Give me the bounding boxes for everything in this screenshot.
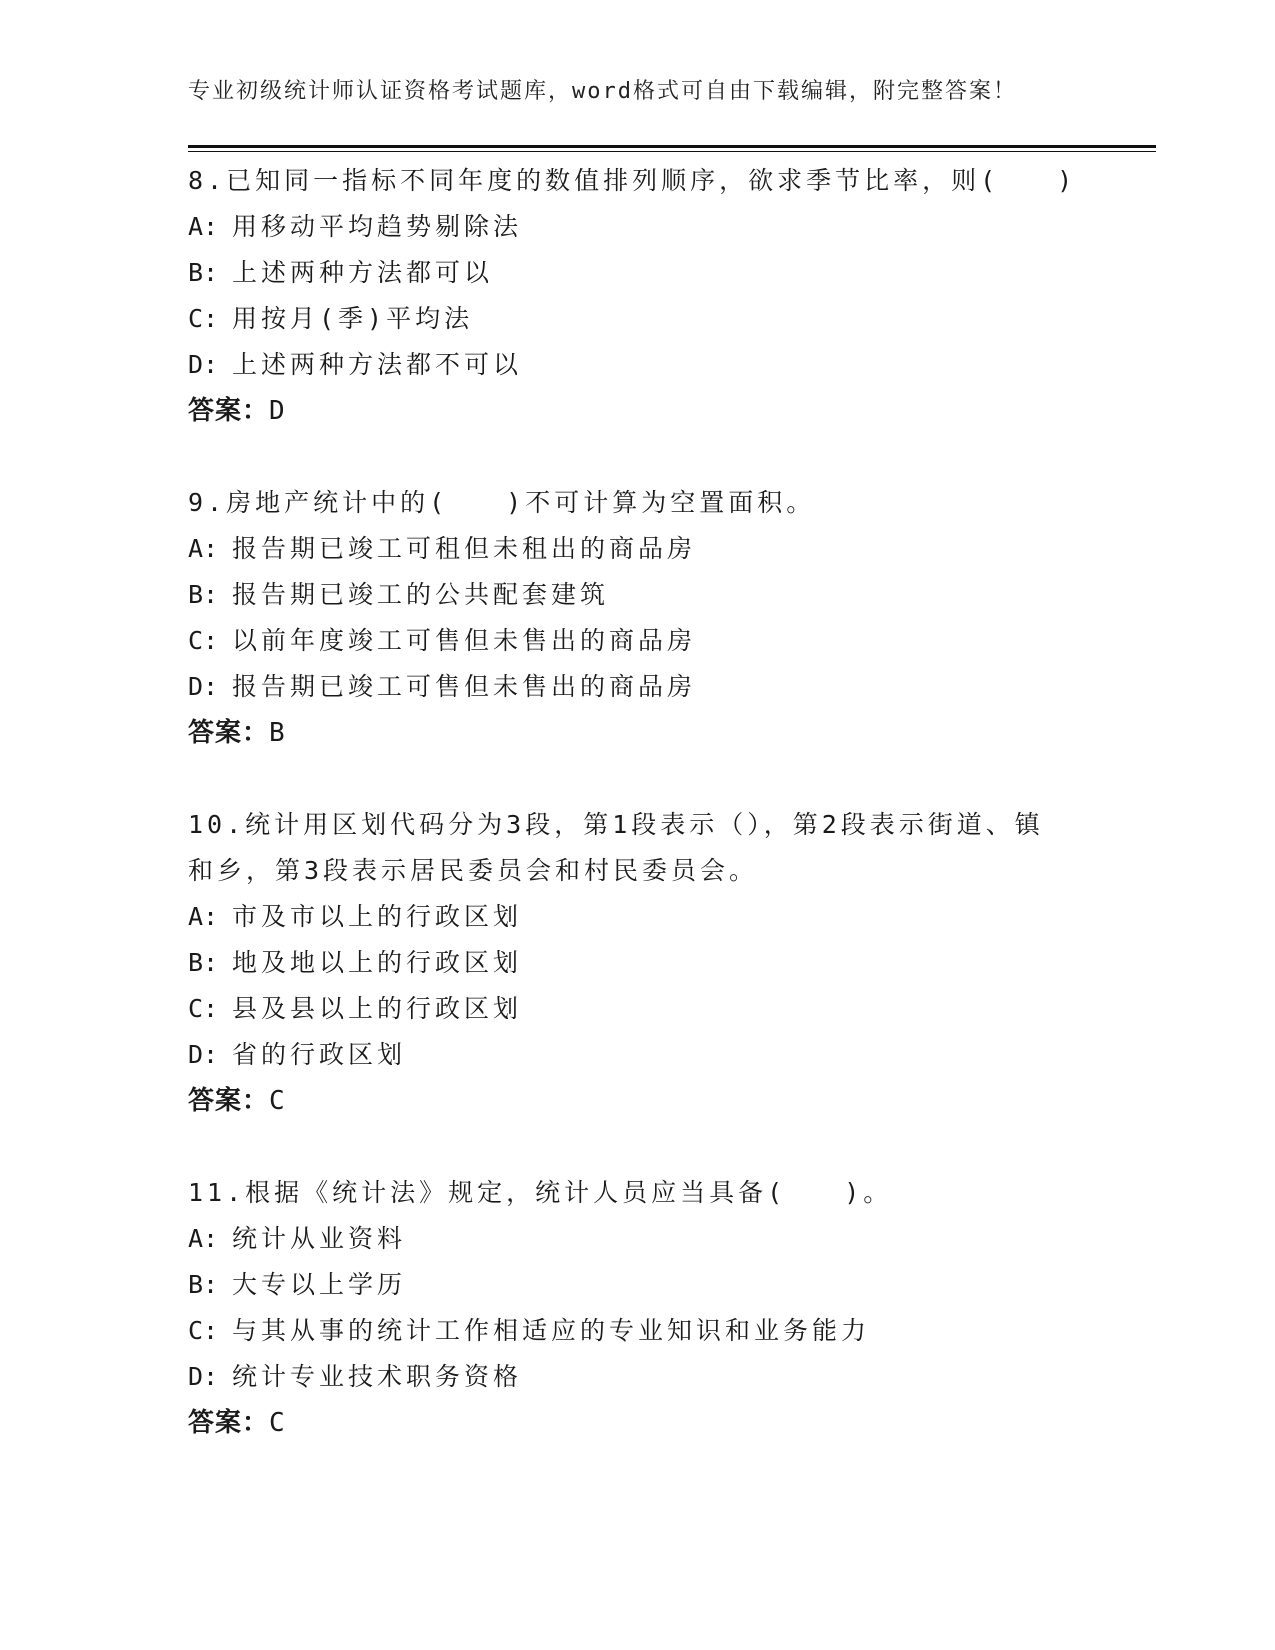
option-text: 以前年度竣工可售但未售出的商品房: [232, 626, 697, 655]
question-11: [188, 1170, 1088, 1446]
option-text: 统计从业资料: [232, 1224, 407, 1253]
option-b: [188, 250, 1088, 296]
answer-line: [188, 388, 1088, 434]
option-key: D:: [188, 1362, 219, 1391]
header-rule-thin: [188, 151, 1156, 152]
question-text: 10.统计用区划代码分为3段，第1段表示（），第2段表示街道、镇和乡，第3段表示居民委员会和村民委员会。: [188, 810, 1044, 885]
option-key: D:: [188, 1040, 219, 1069]
option-key: C:: [188, 994, 219, 1023]
option-key: A:: [188, 534, 219, 563]
answer-line: [188, 710, 1088, 756]
option-a: [188, 1216, 1088, 1262]
option-key: D:: [188, 350, 219, 379]
option-key: C:: [188, 1316, 219, 1345]
option-key: B:: [188, 1270, 219, 1299]
option-text: 上述两种方法都不可以: [232, 350, 523, 379]
question-10: [188, 802, 1088, 1124]
option-text: 用按月(季)平均法: [232, 304, 474, 333]
option-c: [188, 1308, 1088, 1354]
option-key: D:: [188, 672, 219, 701]
option-a: [188, 894, 1088, 940]
question-text: 9.房地产统计中的( )不可计算为空置面积。: [188, 488, 816, 517]
option-text: 地及地以上的行政区划: [232, 948, 523, 977]
option-key: C:: [188, 626, 219, 655]
option-text: 统计专业技术职务资格: [232, 1362, 523, 1391]
option-key: B:: [188, 258, 219, 287]
option-d: [188, 1354, 1088, 1400]
question-list: [188, 158, 1088, 1492]
option-d: [188, 664, 1088, 710]
option-text: 上述两种方法都可以: [232, 258, 494, 287]
answer-value: C: [269, 1408, 286, 1438]
option-text: 用移动平均趋势剔除法: [232, 212, 523, 241]
option-text: 省的行政区划: [232, 1040, 407, 1069]
option-text: 报告期已竣工的公共配套建筑: [232, 580, 610, 609]
option-text: 报告期已竣工可售但未售出的商品房: [232, 672, 697, 701]
question-9: [188, 480, 1088, 756]
option-c: [188, 986, 1088, 1032]
option-key: A:: [188, 212, 219, 241]
answer-label: 答案：: [188, 718, 270, 748]
option-b: [188, 1262, 1088, 1308]
question-text: 11.根据《统计法》规定，统计人员应当具备( )。: [188, 1178, 893, 1207]
page-header: 专业初级统计师认证资格考试题库，word格式可自由下载编辑，附完整答案！: [188, 79, 1017, 104]
option-b: [188, 940, 1088, 986]
option-c: [188, 618, 1088, 664]
option-key: B:: [188, 580, 219, 609]
option-text: 市及市以上的行政区划: [232, 902, 523, 931]
option-text: 大专以上学历: [232, 1270, 407, 1299]
answer-value: B: [269, 718, 286, 748]
option-key: B:: [188, 948, 219, 977]
option-d: [188, 342, 1088, 388]
option-d: [188, 1032, 1088, 1078]
option-key: C:: [188, 304, 219, 333]
question-8: [188, 158, 1088, 434]
option-key: A:: [188, 902, 219, 931]
option-text: 县及县以上的行政区划: [232, 994, 523, 1023]
option-b: [188, 572, 1088, 618]
question-text: 8.已知同一指标不同年度的数值排列顺序，欲求季节比率，则( ): [188, 166, 1077, 195]
option-text: 报告期已竣工可租但未租出的商品房: [232, 534, 697, 563]
header-rule-thick: [188, 145, 1156, 148]
answer-label: 答案：: [188, 1408, 270, 1438]
option-text: 与其从事的统计工作相适应的专业知识和业务能力: [232, 1316, 871, 1345]
answer-line: [188, 1078, 1088, 1124]
option-key: A:: [188, 1224, 219, 1253]
answer-value: C: [269, 1086, 286, 1116]
option-a: [188, 204, 1088, 250]
answer-label: 答案：: [188, 1086, 270, 1116]
option-c: [188, 296, 1088, 342]
answer-line: [188, 1400, 1088, 1446]
answer-value: D: [269, 396, 286, 426]
answer-label: 答案：: [188, 396, 270, 426]
option-a: [188, 526, 1088, 572]
